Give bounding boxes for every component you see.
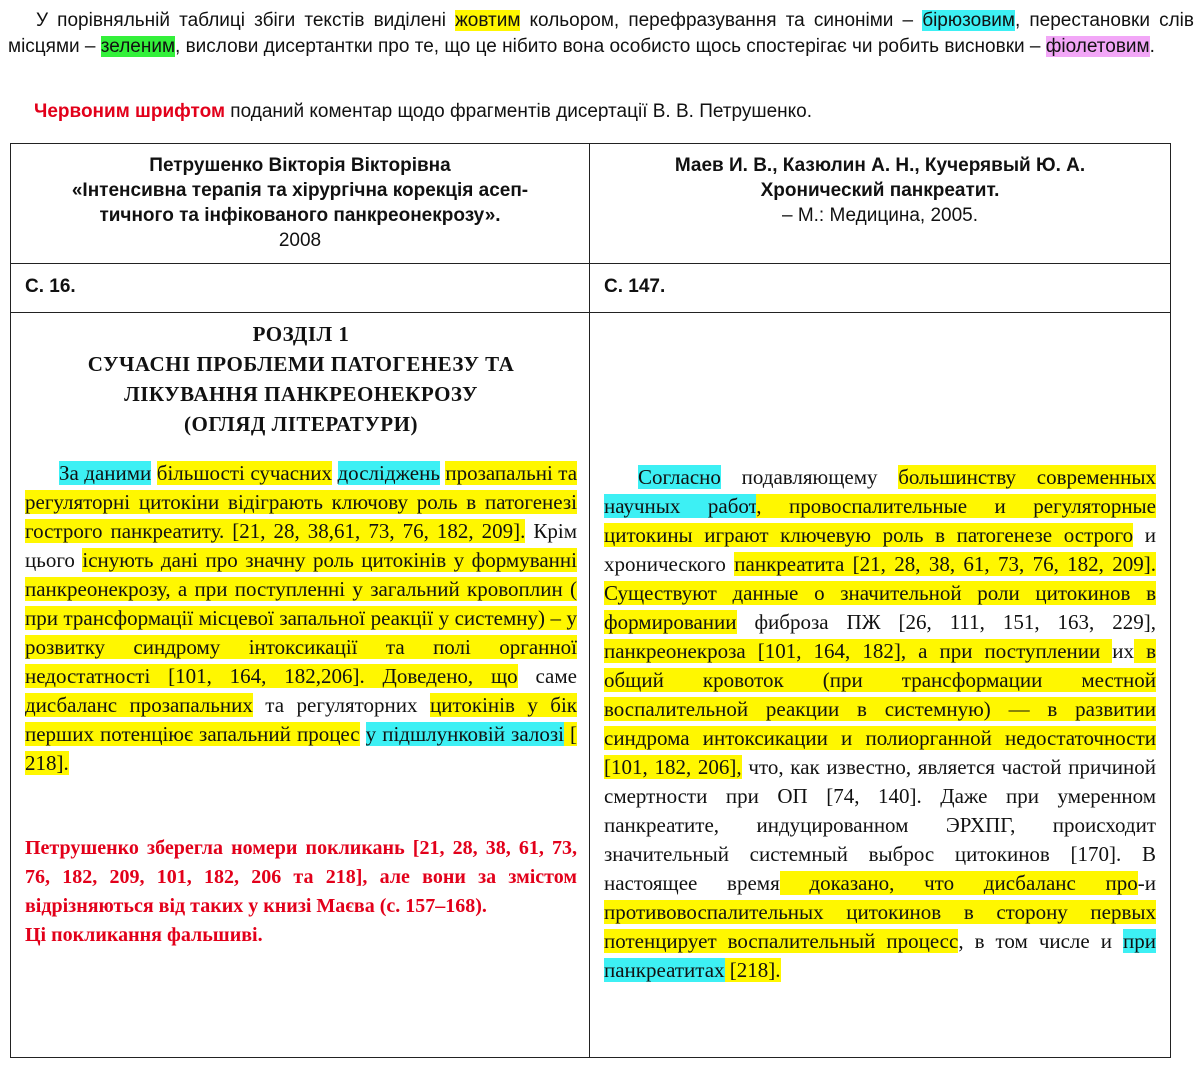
legend-cyan: бірюзовим <box>922 10 1015 31</box>
left-paragraph <box>25 459 577 778</box>
red-font-label: Червоним шрифтом <box>34 101 226 122</box>
commentary-line-1: Петрушенко зберегла номери покликань [21, 28, 38, 61, 73, 76, 182, 209, 101, 182, 206 та 218], але вони за змістом відрізняються від таких у книзі Маєва (с. 157–168). <box>25 837 577 917</box>
left-frag-7: прозапальні та регуляторні цитокіни відіграють ключову роль в патогенезі гострого панкреатиту. [21, 28, 38,61, 73, 76, 182, 209]. <box>25 461 578 543</box>
left-year: 2008 <box>278 230 322 251</box>
legend-violet: фіолетовим <box>1045 36 1150 57</box>
left-frag-10: ( при трансформації місцевої запальної реакції у системну) – у розвитку синдрому інтоксикації та полі органної недостатності [101, 164, 182,206]. Доведено, що <box>25 577 577 688</box>
right-frag-12: их <box>1112 639 1135 663</box>
page-row <box>11 264 1171 313</box>
right-frag-2: подавляющему <box>720 465 899 489</box>
intro-text-2: кольором, перефразування та синоніми – <box>520 10 923 31</box>
left-frag-16: у підшлунковій залозі <box>365 722 564 746</box>
left-frag-5: досліджень <box>337 461 440 485</box>
left-author: Петрушенко Вікторія Вікторівна <box>149 155 451 176</box>
right-frag-15: доказано, что дисбаланс про <box>779 871 1138 895</box>
left-frag-12: дисбаланс прозапальних <box>25 693 253 717</box>
intro-paragraph <box>8 8 1194 60</box>
right-frag-9: фиброза ПЖ [26, 111, 151, 163, 229], <box>736 610 1156 634</box>
chapter-line-4: (ОГЛЯД ЛІТЕРАТУРИ) <box>184 412 418 436</box>
left-frag-14: цитокінів у бік перших потенціює запальний процес <box>25 693 578 746</box>
left-header-cell <box>11 144 590 264</box>
left-frag-4 <box>332 461 337 485</box>
right-header-cell <box>590 144 1171 264</box>
right-frag-17: противовоспалительных цитокинов в сторону первых потенцирует воспалительный процесс <box>604 900 1156 953</box>
intro-text-4: , вислови дисертантки про те, що це нібито вона особисто щось спостерігає чи робить висновки – <box>175 36 1046 57</box>
commentary-line-2: Ці покликання фальшиві. <box>25 924 263 946</box>
body-row <box>11 313 1171 1058</box>
right-frag-13: в общий кровоток (при трансформации местной воспалительной реакции в системную) — в развитии синдрома интоксикации и полиорганной недостаточности [101, 182, 206], <box>604 639 1157 779</box>
left-title-line-1: «Інтенсивна терапія та хірургічна корекція асеп- <box>71 180 529 201</box>
right-page-number: С. 147. <box>604 276 666 297</box>
red-font-note <box>34 100 812 124</box>
left-page-cell <box>11 264 590 313</box>
left-frag-15 <box>360 722 366 746</box>
right-frag-10: панкреонекроза [101, 164, 182], <box>604 639 907 663</box>
intro-text-5: . <box>1149 36 1155 57</box>
right-frag-8: панкреатита [21, 28, 38, 61, 73, 76, 182, 209]. Существуют данные о значительной роли цитокинов в формировании <box>604 552 1157 634</box>
comparison-table <box>10 143 1171 1058</box>
right-frag-5: научных работ <box>604 494 757 518</box>
legend-yellow: жовтим <box>455 10 521 31</box>
left-body-cell <box>11 313 590 1058</box>
left-frag-13: та регуляторних <box>252 693 430 717</box>
red-commentary <box>25 834 577 950</box>
right-frag-18: , в том числе и <box>958 929 1123 953</box>
right-frag-1: Согласно <box>638 465 721 489</box>
right-frag-19: при панкреатитах <box>604 929 1156 982</box>
left-frag-17: [ 218]. <box>25 722 578 775</box>
right-frag-20: [218]. <box>724 958 781 982</box>
legend-green: зеленим <box>100 36 176 57</box>
left-frag-2 <box>151 461 156 485</box>
red-font-note-text: поданий коментар щодо фрагментів дисертації В. В. Петрушенко. <box>225 101 813 122</box>
intro-text-1: У порівняльній таблиці збіги текстів виділені <box>36 10 456 31</box>
right-frag-3: большинству современных <box>898 465 1157 489</box>
right-authors: Маев И. В., Казюлин А. Н., Кучерявый Ю. А. <box>674 155 1086 176</box>
right-title: Хронический панкреатит. <box>760 180 1000 201</box>
right-body-cell <box>590 313 1171 1058</box>
chapter-heading <box>25 319 577 439</box>
left-frag-1: За даними <box>59 461 152 485</box>
left-title-line-2: тичного та інфікованого панкреонекрозу». <box>99 205 501 226</box>
intro-text-3: , перестановки слів місцями – <box>8 10 1194 57</box>
chapter-line-3: ЛІКУВАННЯ ПАНКРЕОНЕКРОЗУ <box>124 382 478 406</box>
left-page-number: С. 16. <box>25 276 76 297</box>
right-frag-14: что, как известно, является частой причиной смертности при ОП [74, 140]. Даже при умеренном панкреатите, индуцированном ЭРХПГ, происходит значительный системный выброс цитокинов [170]. В настоящее время <box>604 755 1156 895</box>
left-frag-9: існують дані про значну роль цитокінів у формуванні панкреонекрозу, а при поступленні у загальний кровоплин <box>25 548 577 601</box>
right-paragraph <box>604 463 1156 985</box>
chapter-line-1: РОЗДІЛ 1 <box>252 322 350 346</box>
left-frag-8: Крім цього <box>25 519 578 572</box>
right-frag-11: а при поступлении <box>906 639 1113 663</box>
right-frag-16: -и <box>1137 871 1156 895</box>
header-row <box>11 144 1171 264</box>
right-frag-7: и хронического <box>604 523 1156 576</box>
right-page-cell <box>590 264 1171 313</box>
left-frag-11: саме <box>517 664 577 688</box>
left-frag-3: більшості сучасних <box>156 461 333 485</box>
right-publisher: – М.: Медицина, 2005. <box>781 205 979 226</box>
chapter-line-2: СУЧАСНІ ПРОБЛЕМИ ПАТОГЕНЕЗУ ТА <box>87 352 515 376</box>
right-frag-6: , провоспалительные и регуляторные цитокины играют ключевую роль в патогенезе острого <box>604 494 1156 547</box>
